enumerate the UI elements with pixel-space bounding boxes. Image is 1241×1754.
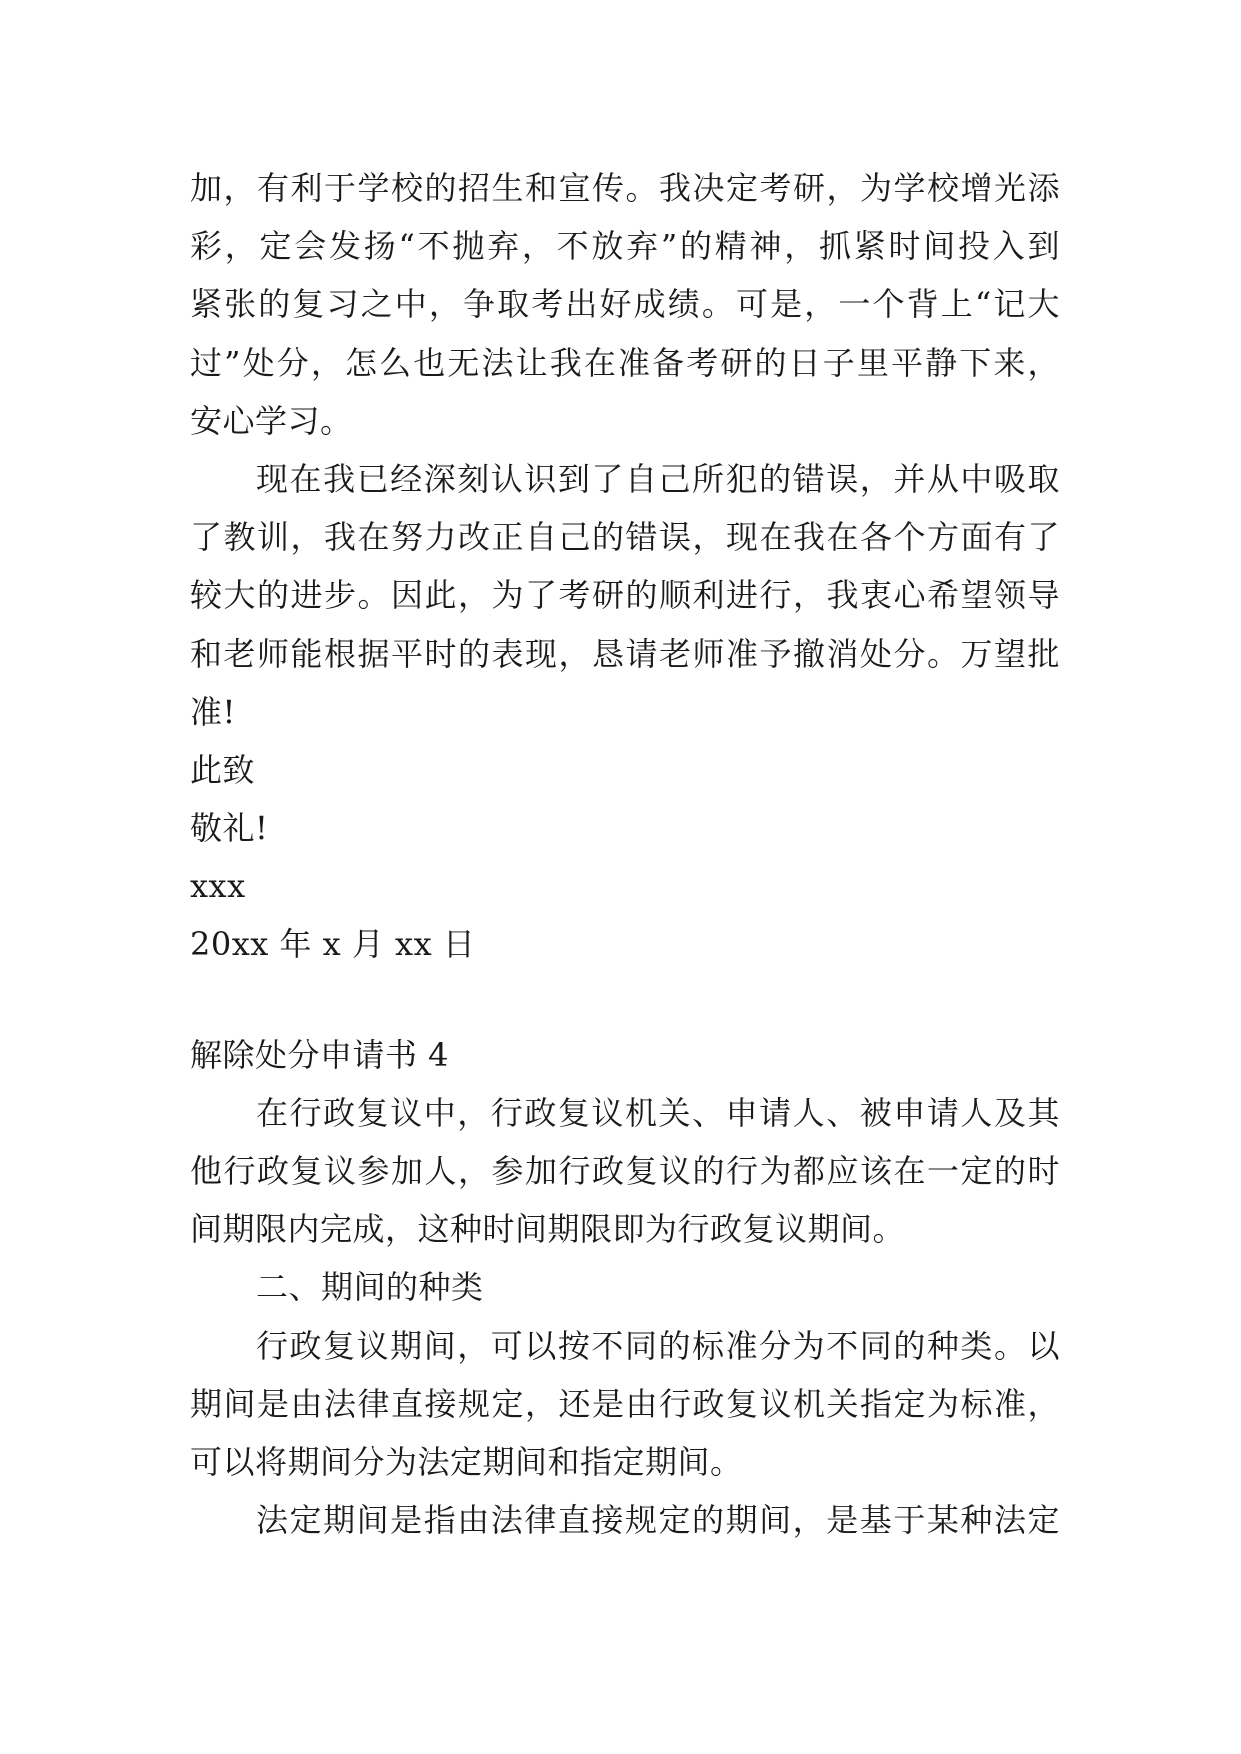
text-line: 敬礼! [190,809,269,848]
text-line: 期间是由法律直接规定，还是由行政复议机关指定为标准， [190,1384,1060,1423]
text-line: 现在我已经深刻认识到了自己所犯的错误，并从中吸取 [256,459,1060,498]
text-line: 过”处分，怎么也无法让我在准备考研的日子里平静下来， [190,343,1060,382]
text-line: 20xx 年 x 月 xx 日 [190,925,476,964]
paragraph-gap [190,974,1060,1026]
text-line: 法定期间是指由法律直接规定的期间，是基于某种法定 [256,1501,1060,1540]
text-line: 二、期间的种类 [256,1268,484,1307]
document-body [190,159,1060,1549]
text-line: 了教训，我在努力改正自己的错误，现在我在各个方面有了 [190,518,1060,557]
text-line: 彩，定会发扬“不抛弃，不放弃”的精神，抓紧时间投入到 [190,227,1060,266]
text-line: 此致 [190,750,256,789]
text-line: 间期限内完成，这种时间期限即为行政复议期间。 [190,1210,906,1249]
text-line: 可以将期间分为法定期间和指定期间。 [190,1442,743,1481]
text-line: 和老师能根据平时的表现，恳请老师准予撤消处分。万望批 [190,634,1060,673]
text-line: 解除处分申请书 4 [190,1035,450,1074]
text-line: 安心学习。 [190,401,353,440]
text-line: xxx [190,867,246,906]
text-line: 在行政复议中，行政复议机关、申请人、被申请人及其 [256,1093,1060,1132]
text-line: 加，有利于学校的招生和宣传。我决定考研，为学校增光添 [190,169,1060,207]
text-line: 他行政复议参加人，参加行政复议的行为都应该在一定的时 [190,1152,1060,1190]
text-line: 行政复议期间，可以按不同的标准分为不同的种类。以 [256,1326,1060,1365]
text-line: 准! [190,692,236,731]
text-line: 紧张的复习之中，争取考出好成绩。可是，一个背上“记大 [190,285,1060,324]
text-line: 较大的进步。因此，为了考研的顺利进行，我衷心希望领导 [190,576,1060,615]
